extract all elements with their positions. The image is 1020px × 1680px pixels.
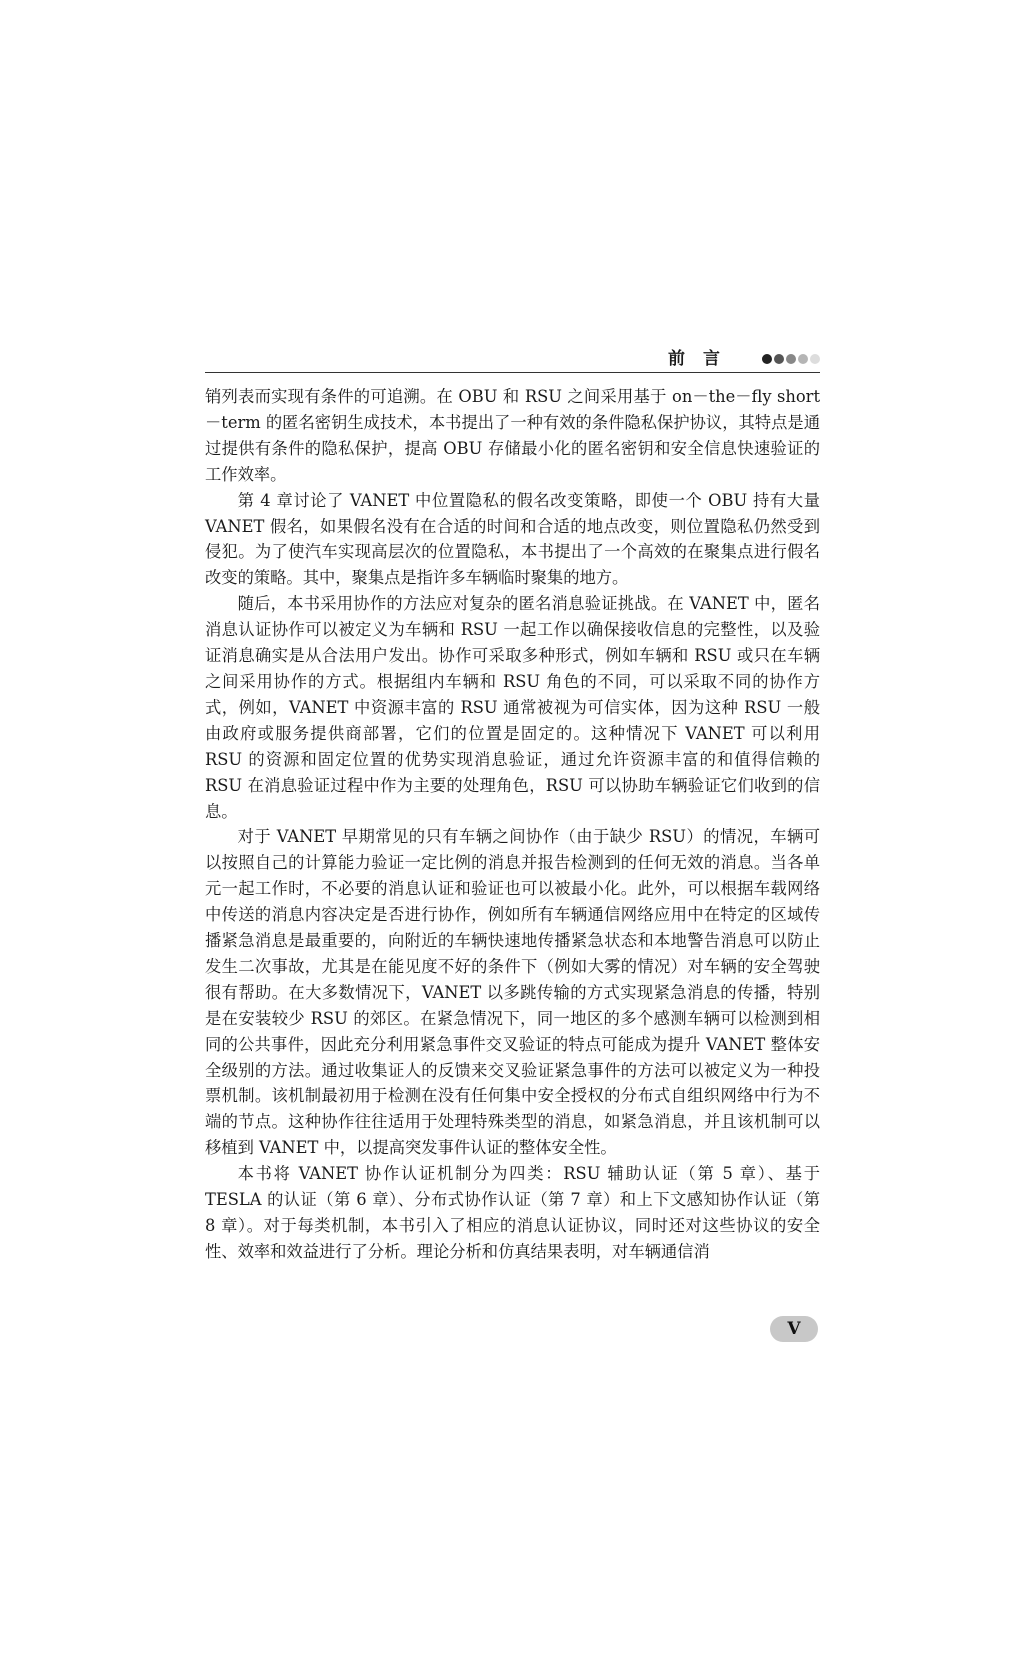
body-text [205,384,820,1265]
header-title: 前言 [668,349,738,369]
header-dot [762,354,772,364]
header-dot [786,354,796,364]
paragraph: 随后，本书采用协作的方法应对复杂的匿名消息验证挑战。在 VANET 中，匿名消息认证协作可以被定义为车辆和 RSU 一起工作以确保接收信息的完整性，以及验证消息确实是从合法用户发出。协作可采取多种形式，例如车辆和 RSU 或只在车辆之间采用协作的方式。根据组内车辆和 RSU 角色的不同，可以采取不同的协作方式，例如，VANET 中资源丰富的 RSU 通常被视为可信实体，因为这种 RSU 一般由政府或服务提供商部署，它们的位置是固定的。这种情况下 VANET 可以利用 RSU 的资源和固定位置的优势实现消息验证，通过允许资源丰富的和值得信赖的 RSU 在消息验证过程中作为主要的处理角色，RSU 可以协助车辆验证它们收到的信息。 [205,594,820,821]
paragraph: 对于 VANET 早期常见的只有车辆之间协作（由于缺少 RSU）的情况，车辆可以按照自己的计算能力验证一定比例的消息并报告检测到的任何无效的消息。当各单元一起工作时，不必要的消息认证和验证也可以被最小化。此外，可以根据车载网络中传送的消息内容决定是否进行协作，例如所有车辆通信网络应用中在特定的区域传播紧急消息是最重要的，向附近的车辆快速地传播紧急状态和本地警告消息可以防止发生二次事故，尤其是在能见度不好的条件下（例如大雾的情况）对车辆的安全驾驶很有帮助。在大多数情况下，VANET 以多跳传输的方式实现紧急消息的传播，特别是在安装较少 RSU 的郊区。在紧急情况下，同一地区的多个感测车辆可以检测到相同的公共事件，因此充分利用紧急事件交叉验证的特点可能成为提升 VANET 整体安全级别的方法。通过收集证人的反馈来交叉验证紧急事件的方法可以被定义为一种投票机制。该机制最初用于检测在没有任何集中安全授权的分布式自组织网络中行为不端的节点。这种协作往往适用于处理特殊类型的消息，如紧急消息，并且该机制可以移植到 VANET 中，以提高突发事件认证的整体安全性。 [205,827,820,1158]
header-dots-decoration [762,354,820,366]
running-header [205,348,820,373]
header-dot [810,354,820,364]
paragraph: 本书将 VANET 协作认证机制分为四类：RSU 辅助认证（第 5 章）、基于 TESLA 的认证（第 6 章）、分布式协作认证（第 7 章）和上下文感知协作认证（第 8 章）。对于每类机制，本书引入了相应的消息认证协议，同时还对这些协议的安全性、效率和效益进行了分析。理论分析和仿真结果表明，对车辆通信消 [205,1164,820,1261]
header-dot [798,354,808,364]
header-dot [774,354,784,364]
paragraph: 第 4 章讨论了 VANET 中位置隐私的假名改变策略，即使一个 OBU 持有大量 VANET 假名，如果假名没有在合适的时间和合适的地点改变，则位置隐私仍然受到侵犯。为了使汽车实现高层次的位置隐私，本书提出了一个高效的在聚集点进行假名改变的策略。其中，聚集点是指许多车辆临时聚集的地方。 [205,490,820,588]
page-number-badge: V [770,1316,818,1342]
paragraph: 销列表而实现有条件的可追溯。在 OBU 和 RSU 之间采用基于 on－the－fly short－term 的匿名密钥生成技术，本书提出了一种有效的条件隐私保护协议，其特点是通过提供有条件的隐私保护，提高 OBU 存储最小化的匿名密钥和安全信息快速验证的工作效率。 [205,387,820,484]
